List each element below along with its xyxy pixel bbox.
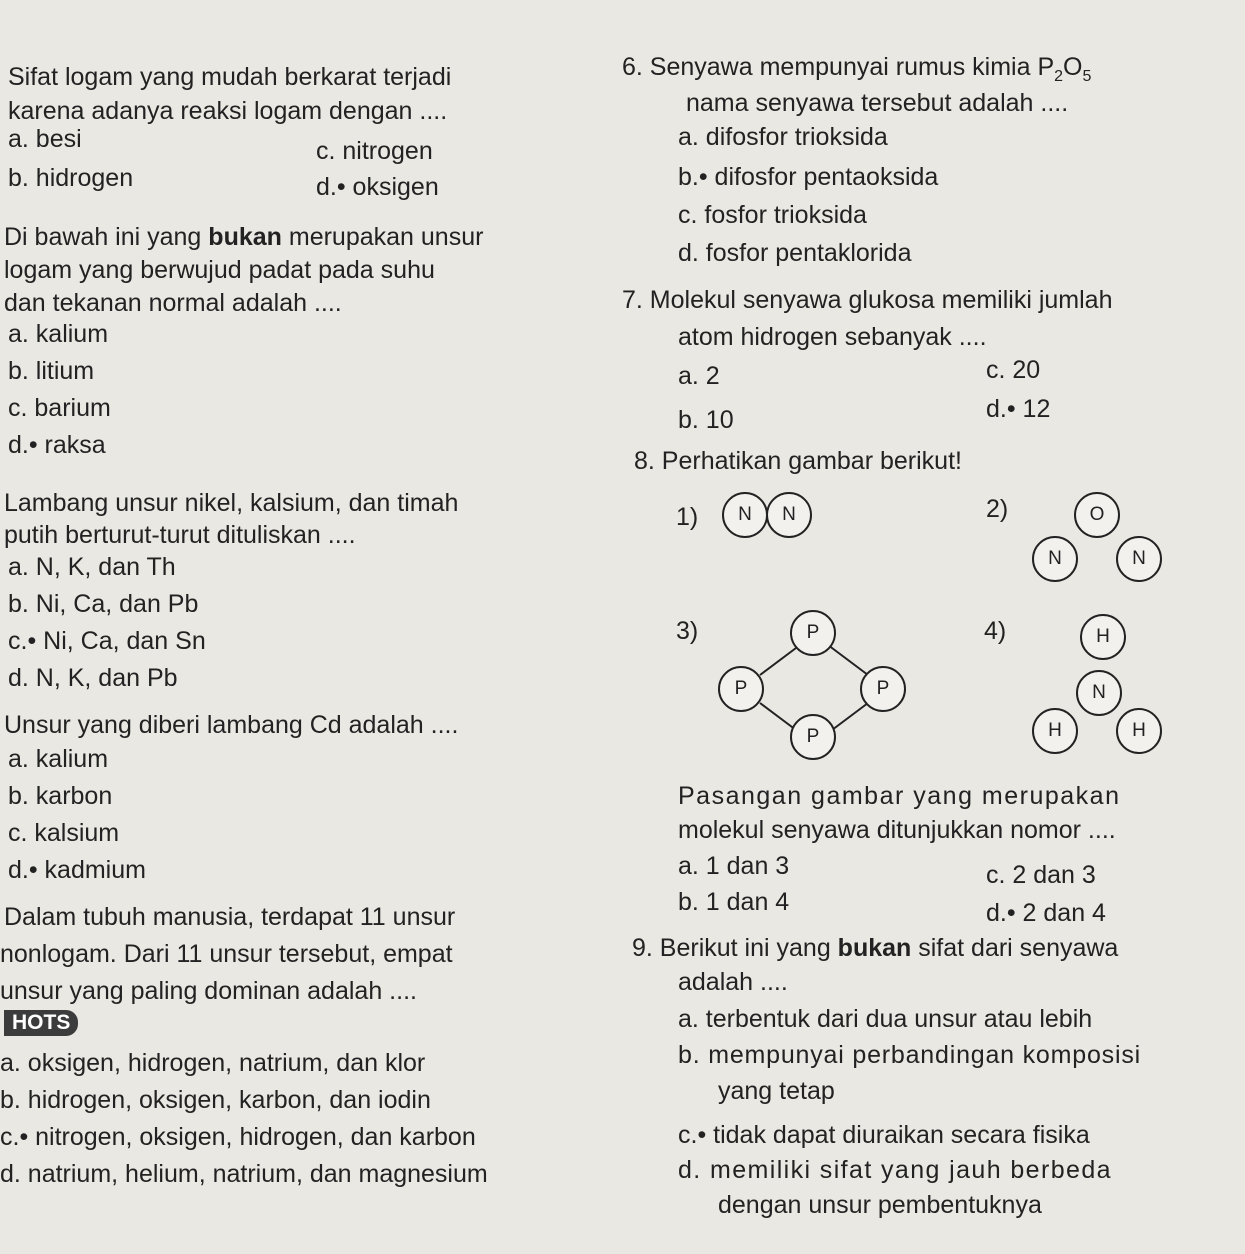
option-c: c. barium	[8, 394, 111, 422]
option-a: a. difosfor trioksida	[678, 123, 888, 151]
question-text: logam yang berwujud padat pada suhu	[4, 256, 435, 284]
option-d: d. N, K, dan Pb	[8, 664, 178, 692]
option-a: a. 1 dan 3	[678, 852, 790, 880]
atom-h: H	[1080, 614, 1126, 660]
option-b: b. mempunyai perbandingan komposisi	[678, 1041, 1141, 1069]
option-a: a. kalium	[8, 745, 109, 773]
option-b: b. 1 dan 4	[678, 888, 790, 916]
atom-n: N	[1032, 536, 1078, 582]
question-text: Sifat logam yang mudah berkarat terjadi	[8, 63, 452, 91]
option-d: d. memiliki sifat yang jauh berbeda	[678, 1156, 1112, 1184]
atom-p: P	[790, 610, 836, 656]
option-a: a. N, K, dan Th	[8, 553, 176, 581]
atom-h: H	[1032, 708, 1078, 754]
option-b: b. 10	[678, 406, 734, 434]
figure-label-3: 3)	[676, 617, 699, 645]
option-d-cont: dengan unsur pembentuknya	[718, 1191, 1042, 1219]
bond-line	[828, 645, 868, 675]
option-d: d.• kadmium	[8, 856, 146, 884]
question-text: Unsur yang diberi lambang Cd adalah ....	[4, 711, 459, 739]
option-d: d. fosfor pentaklorida	[678, 239, 912, 267]
option-a: a. 2	[678, 362, 720, 390]
bond-line	[760, 645, 800, 675]
atom-p: P	[860, 666, 906, 712]
option-b: b. karbon	[8, 782, 113, 810]
option-d: d.• 2 dan 4	[986, 899, 1106, 927]
question-text: Di bawah ini yang bukan merupakan unsur	[4, 223, 484, 251]
option-b: b. hidrogen, oksigen, karbon, dan iodin	[0, 1086, 431, 1114]
question-text: 8. Perhatikan gambar berikut!	[634, 447, 962, 475]
question-text: unsur yang paling dominan adalah ....	[0, 977, 417, 1005]
figure-label-4: 4)	[984, 617, 1007, 645]
option-b-cont: yang tetap	[718, 1077, 835, 1105]
atom-p: P	[790, 714, 836, 760]
question-text: nonlogam. Dari 11 unsur tersebut, empat	[0, 940, 453, 968]
option-c: c. 20	[986, 356, 1041, 384]
atom-n: N	[722, 492, 768, 538]
question-text: 9. Berikut ini yang bukan sifat dari senyawa	[632, 934, 1119, 962]
question-text: putih berturut-turut dituliskan ....	[4, 521, 356, 549]
option-b: b. litium	[8, 357, 95, 385]
option-d: d.• raksa	[8, 431, 106, 459]
question-text: 6. Senyawa mempunyai rumus kimia $P_2O_5$	[622, 53, 1092, 85]
figure-label-1: 1)	[676, 503, 699, 531]
question-text: molekul senyawa ditunjukkan nomor ....	[678, 816, 1116, 844]
question-text: adalah ....	[678, 968, 788, 996]
option-d: d.• oksigen	[316, 173, 439, 201]
atom-n: N	[1076, 670, 1122, 716]
option-a: a. terbentuk dari dua unsur atau lebih	[678, 1005, 1093, 1033]
option-c: c. 2 dan 3	[986, 861, 1096, 889]
question-text: Lambang unsur nikel, kalsium, dan timah	[4, 489, 459, 517]
option-c: c. kalsium	[8, 819, 120, 847]
figure-label-2: 2)	[986, 495, 1009, 523]
question-text: Pasangan gambar yang merupakan	[678, 782, 1121, 810]
option-b: b.• difosfor pentaoksida	[678, 163, 939, 191]
option-a: a. kalium	[8, 320, 109, 348]
question-text: nama senyawa tersebut adalah ....	[686, 89, 1069, 117]
option-c: c. nitrogen	[316, 137, 433, 165]
question-text: Dalam tubuh manusia, terdapat 11 unsur	[4, 903, 456, 931]
atom-p: P	[718, 666, 764, 712]
atom-h: H	[1116, 708, 1162, 754]
hots-badge: HOTS	[4, 1010, 78, 1036]
option-c: c. fosfor trioksida	[678, 201, 867, 229]
option-c: c.• tidak dapat diuraikan secara fisika	[678, 1121, 1090, 1149]
option-c: c.• nitrogen, oksigen, hidrogen, dan karbon	[0, 1123, 476, 1151]
option-d: d. natrium, helium, natrium, dan magnesium	[0, 1160, 488, 1188]
option-a: a. oksigen, hidrogen, natrium, dan klor	[0, 1049, 426, 1077]
question-text: karena adanya reaksi logam dengan ....	[8, 97, 448, 125]
atom-n: N	[1116, 536, 1162, 582]
atom-n: N	[766, 492, 812, 538]
option-a: a. besi	[8, 125, 82, 153]
question-text: dan tekanan normal adalah ....	[4, 289, 342, 317]
question-text: 7. Molekul senyawa glukosa memiliki jumlah	[622, 286, 1113, 314]
atom-o: O	[1074, 492, 1120, 538]
option-d: d.• 12	[986, 395, 1051, 423]
option-b: b. Ni, Ca, dan Pb	[8, 590, 199, 618]
option-b: b. hidrogen	[8, 164, 134, 192]
option-c: c.• Ni, Ca, dan Sn	[8, 627, 206, 655]
question-text: atom hidrogen sebanyak ....	[678, 323, 987, 351]
